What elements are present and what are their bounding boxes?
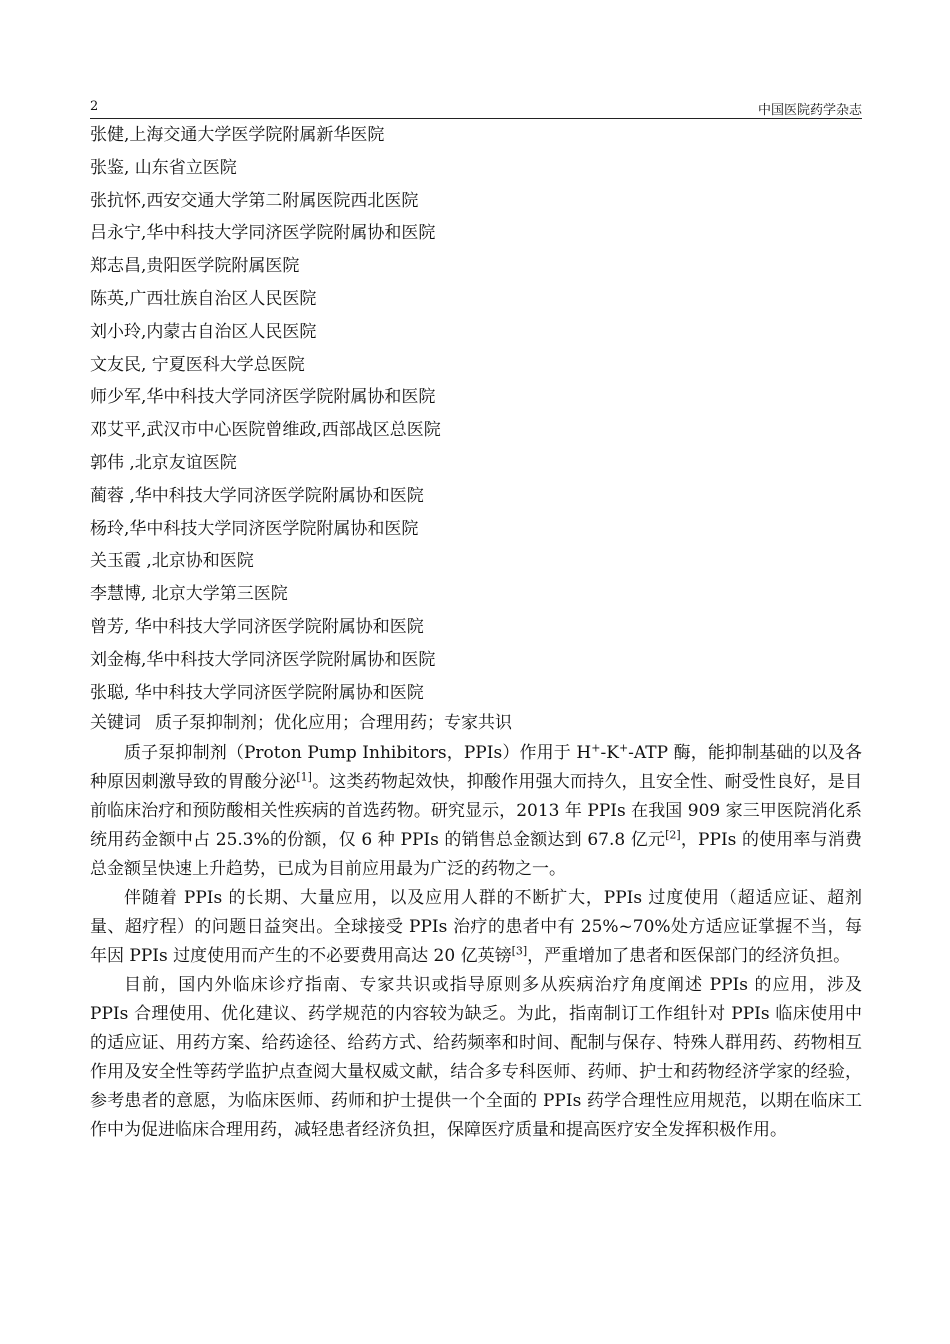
expert-entry: 张鉴, 山东省立医院 xyxy=(90,157,237,178)
paragraph-intro xyxy=(90,739,862,884)
expert-entry: 张健,上海交通大学医学院附属新华医院 xyxy=(90,125,385,145)
superscript-plus: + xyxy=(618,741,629,755)
expert-entry: 陈英,广西壮族自治区人民医院 xyxy=(90,288,317,309)
reference-marker[interactable]: [2] xyxy=(665,828,681,842)
keywords-line xyxy=(90,708,862,738)
expert-entry: 刘金梅,华中科技大学同济医学院附属协和医院 xyxy=(90,649,436,670)
expert-entry: 杨玲,华中科技大学同济医学院附属协和医院 xyxy=(90,518,419,539)
paragraph-text: 质子泵抑制剂（Proton Pump Inhibitors，PPIs）作用于 H xyxy=(124,743,592,763)
expert-entry: 郭伟 ,北京友谊医院 xyxy=(90,452,237,473)
expert-entry: 关玉霞 ,北京协和医院 xyxy=(90,551,254,572)
expert-entry: 张抗怀,西安交通大学第二附属医院西北医院 xyxy=(90,190,419,211)
paragraph-overuse xyxy=(90,884,862,971)
superscript-plus: + xyxy=(591,741,601,755)
reference-marker[interactable]: [1] xyxy=(296,770,312,784)
expert-entry: 邓艾平,武汉市中心医院曾维政,西部战区总医院 xyxy=(90,420,441,441)
page-number: 2 xyxy=(90,99,99,114)
page-header xyxy=(90,96,862,119)
keywords-label: 关键词 xyxy=(90,713,141,733)
paragraph-text: 伴随着 PPIs 的长期、大量应用，以及应用人群的不断扩大，PPIs 过度使用（超适应证、超剂量、超疗程）的问题日益突出。全球接受 PPIs 治疗的患者中有 25%~70%处方适应证掌握不当，每年因 PPIs 过度使用而产生的不必要费用高达 20 亿英镑 xyxy=(90,888,862,966)
expert-entry: 刘小玲,内蒙古自治区人民医院 xyxy=(90,321,317,342)
body-text xyxy=(90,739,862,1145)
expert-entry: 张聪, 华中科技大学同济医学院附属协和医院 xyxy=(90,682,424,703)
reference-marker[interactable]: [3] xyxy=(511,944,528,958)
journal-name: 中国医院药学杂志 xyxy=(757,103,862,118)
paragraph-text: ，PPIs 的使用率与消费总金额呈快速上升趋势，已成为目前应用最为广泛的药物之一。 xyxy=(90,830,862,879)
expert-entry: 师少军,华中科技大学同济医学院附属协和医院 xyxy=(90,387,436,408)
paragraph-text: -ATP 酶，能抑制基础的以及各种原因刺激导致的胃酸分泌 xyxy=(90,743,862,792)
expert-entry: 李慧博, 北京大学第三医院 xyxy=(90,584,288,605)
keywords-text: 质子泵抑制剂；优化应用；合理用药；专家共识 xyxy=(155,713,512,733)
paragraph-text: 。这类药物起效快，抑酸作用强大而持久，且安全性、耐受性良好，是目前临床治疗和预防酸相关性疾病的首选药物。研究显示，2013 年 PPIs 在我国 909 家三甲医院消化系统用药金额中占 25.3%的份额，仅 6 种 PPIs 的销售总金额达到 67.8 亿元 xyxy=(90,772,863,850)
expert-entry: 吕永宁,华中科技大学同济医学院附属协和医院 xyxy=(90,223,436,244)
expert-entry: 曾芳, 华中科技大学同济医学院附属协和医院 xyxy=(90,616,424,637)
paragraph-text: -K xyxy=(600,743,619,763)
expert-entry: 文友民, 宁夏医科大学总医院 xyxy=(90,354,305,375)
expert-entry: 郑志昌,贵阳医学院附属医院 xyxy=(90,256,300,277)
paragraph-text: ，严重增加了患者和医保部门的经济负担。 xyxy=(527,946,851,966)
expert-entry: 蔺蓉 ,华中科技大学同济医学院附属协和医院 xyxy=(90,485,424,506)
expert-list xyxy=(90,119,862,709)
paragraph-guideline-purpose: 目前，国内外临床诊疗指南、专家共识或指导原则多从疾病治疗角度阐述 PPIs 的应用，涉及 PPIs 合理使用、优化建议、药学规范的内容较为缺乏。为此，指南制订工作组针对 PPIs 临床使用中的适应证、用药方案、给药途径、给药方式、给药频率和时间、配制与保存、特殊人群用药、药物相互作用及安全性等药学监护点查阅大量权威文献，结合多专科医师、药师、护士和药物经济学家的经验，参考患者的意愿，为临床医师、药师和护士提供一个全面的 PPIs 药学合理性应用规范，以期在临床工作中为促进临床合理用药，减轻患者经济负担，保障医疗质量和提高医疗安全发挥积极作用。 xyxy=(90,975,862,1140)
